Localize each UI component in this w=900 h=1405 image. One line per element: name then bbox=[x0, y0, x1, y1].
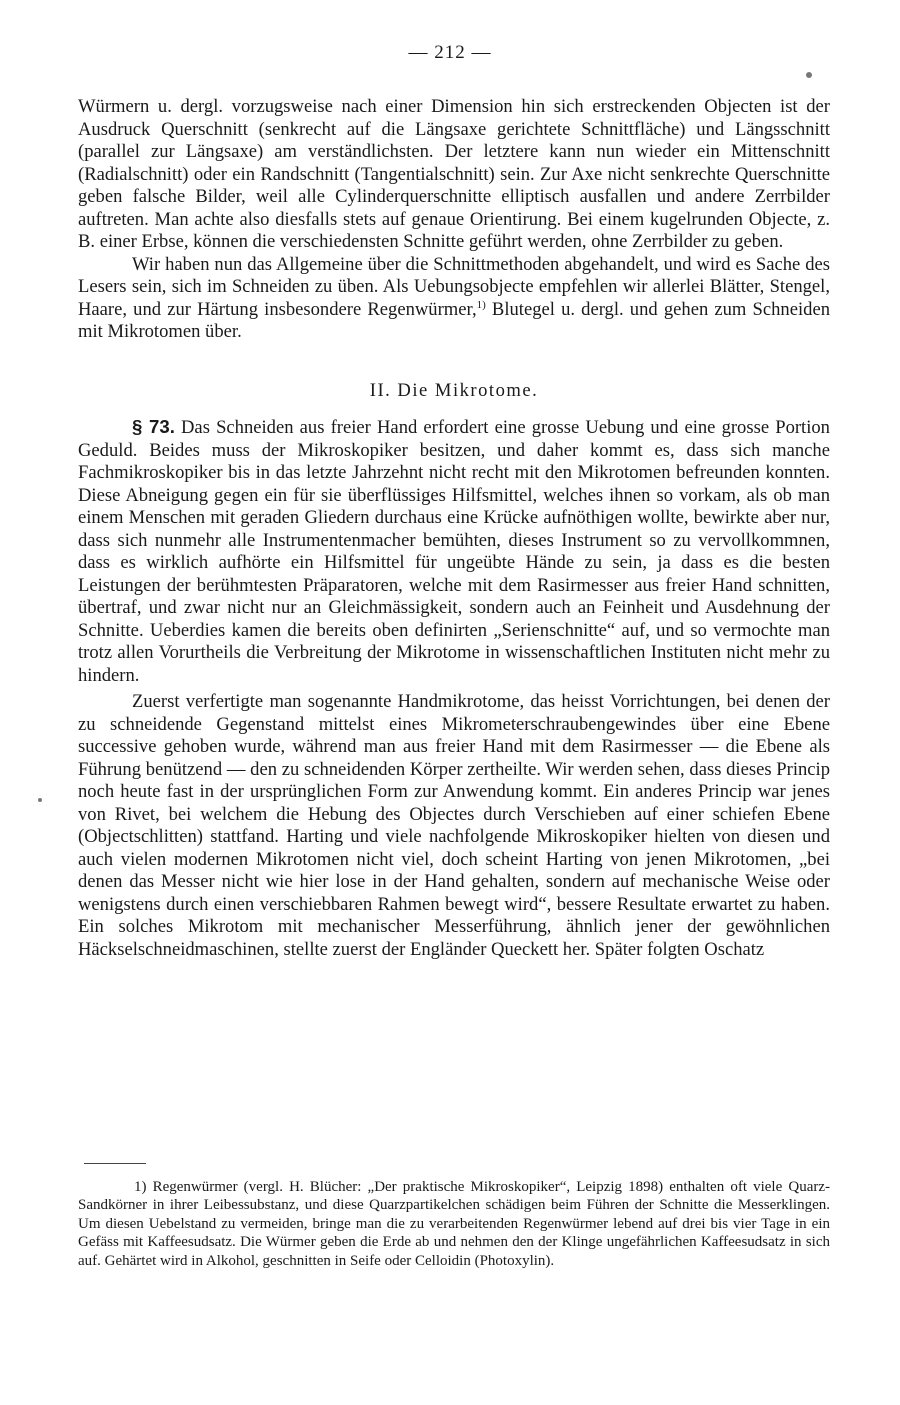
paragraph-handmikrotome: Zuerst verfertigte man sogenannte Handmikrotome, das heisst Vorrichtungen, bei denen der zu schneidende Gegenstand mittelst eines Mikrometerschraubengewindes über eine Ebene successive gehoben wurde, während man aus freier Hand mit dem Rasirmesser — die Ebene als Führung benützend — den zu schneidenden Körper zertheilte. Wir werden sehen, dass dieses Princip noch heute fast in der ursprünglichen Form zur Anwendung kommt. Ein anderes Princip war jenes von Rivet, bei welchem die Hebung des Objectes durch Verschieben auf einer schiefen Ebene (Objectschlitten) stattfand. Harting und viele nachfolgende Mikroskopiker hielten von diesen und auch vielen modernen Mikrotomen nicht viel, doch scheint Harting von jenen Mikrotomen, „bei denen das Messer nicht wie hier lose in der Hand gehalten, sondern auf mechanische Weise oder wenigstens durch einen verschiebbaren Rahmen bewegt wird“, bessere Resultate erwartet zu haben. Ein solches Mikrotom mit mechanischer Messerführung, ähnlich jener der gewöhnlichen Häckselschneidmaschinen, stellte zuerst der Engländer Queckett her. Später folgten Oschatz bbox=[78, 691, 830, 960]
ink-speck bbox=[38, 798, 42, 802]
footnote-divider bbox=[84, 1163, 146, 1164]
paragraph-73-text: Das Schneiden aus freier Hand erfordert eine grosse Uebung und eine grosse Portion Geduld. Beides muss der Mikroskopiker besitzen, und daher kommt es, dass sich manche Fachmikroskopiker bis in das letzte Jahrzehnt nicht recht mit den Mikrotomen befreunden konnten. Diese Abneigung gegen ein für sie überflüssiges Hilfsmittel, welches ihnen so vorkam, als ob man einem Menschen mit geraden Gliedern durchaus eine Krücke aufnöthigen wollte, bewirkte aber nur, dass sich nunmehr alle Instrumentenmacher bemühten, dieses Instrument so zu vervollkommnen, dass es wirklich aufhörte ein Hilfsmittel für ungeübte Hände zu sein, ja dass es die besten Leistungen der berühmtesten Präparatoren, welche mit dem Rasirmesser aus freier Hand schnitten, übertraf, und zwar nicht nur an Gleichmässigkeit, sondern auch an Feinheit und Ausdehnung der Schnitte. Ueberdies kamen die bereits oben definirten „Serienschnitte“ auf, und so vermochte man trotz allen Vorurtheils die Verbreitung der Mikrotome in wissenschaftlichen Instituten nicht mehr zu hindern. bbox=[78, 417, 830, 686]
paragraph-exercise-text: Wir haben nun das Allgemeine über die Schnittmethoden abgehandelt, und wird es Sache des Lesers sein, sich im Schneiden zu üben. Als Uebungsobjecte empfehlen wir allerlei Blätter, Stengel, Haare, und zur Härtung insbesondere Regenwürmer, bbox=[78, 253, 830, 320]
page-number: — 212 — bbox=[408, 42, 492, 63]
footnote bbox=[78, 1178, 830, 1270]
section-heading: II. Die Mikrotome. bbox=[369, 379, 539, 401]
paragraph-73 bbox=[78, 416, 830, 687]
paragraph-exercise-end: Blutegel u. dergl. und gehen zum Schneiden mit Mikrotomen über. bbox=[78, 298, 830, 342]
section-number: § 73. bbox=[132, 416, 175, 437]
footnote-text: 1) Regenwürmer (vergl. H. Blücher: „Der praktische Mikroskopiker“, Leipzig 1898) enthalten oft viele Quarz-Sandkörner in ihrer Leibessubstanz, und diese Quarzpartikelchen schädigen beim Führen der Schnitte die Messerklingen. Um diesen Uebelstand zu vermeiden, bringe man die zu verarbeitenden Regenwürmer lebend auf drei bis vier Tage in ein Gefäss mit Kaffeesudsatz. Die Würmer geben die Erde ab und nehmen den der Klinge ungefährlichen Kaffeesudsatz in sich auf. Gehärtet wird in Alkohol, geschnitten in Seife oder Celloidin (Photoxylin). bbox=[78, 1179, 830, 1269]
paragraph-intro: Würmern u. dergl. vorzugsweise nach einer Dimension hin sich erstreckenden Objecten ist der Ausdruck Querschnitt (senkrecht auf die Längsaxe gerichtete Schnittfläche) und Längsschnitt (parallel zur Längsaxe) am verständlichsten. Der letztere kann nun wieder ein Mittenschnitt (Radialschnitt) oder ein Randschnitt (Tangentialschnitt) sein. Zur Axe nicht senkrechte Querschnitte geben falsche Bilder, weil alle Cylinderquerschnitte elliptisch ausfallen und andere Zerrbilder auftreten. Man achte also diesfalls stets auf genaue Orientirung. Bei einem kugelrunden Objecte, z. B. einer Erbse, können die verschiedensten Schnitte geführt werden, ohne Zerrbilder zu geben. bbox=[78, 96, 830, 252]
paragraph-exercise bbox=[78, 254, 830, 344]
ink-speck bbox=[806, 72, 812, 78]
main-text bbox=[78, 96, 830, 961]
footnote-marker: 1) bbox=[476, 298, 486, 311]
